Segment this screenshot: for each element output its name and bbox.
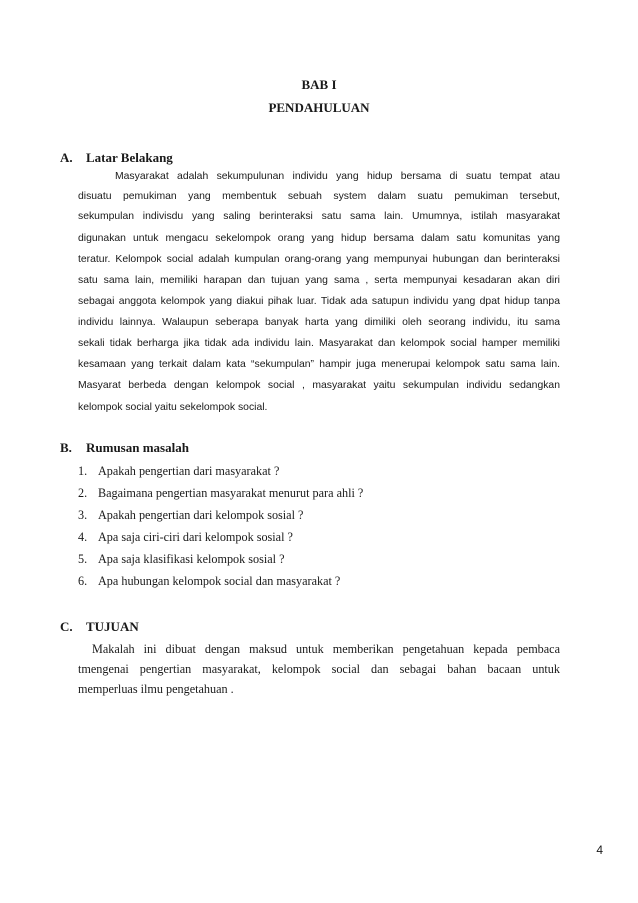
section-b-letter: B. [60,440,72,455]
paragraph-line: kesamaan yang terkait dalam kata “sekumpulan” hampir juga menerupai kelompok satu sama lain. [78,359,560,370]
list-number: 2. [78,486,88,500]
section-a-title: Latar Belakang [86,150,173,165]
list-number: 4. [78,530,88,544]
paragraph-line: tmengenai pengertian masyarakat, kelompok social dan sebagai bahan bacaan untuk [78,662,560,676]
paragraph-line: Masyarakat adalah sekumpulunan individu yang hidup bersama di suatu tempat atau [115,171,560,182]
page-number: 4 [596,843,603,857]
list-item [78,551,285,567]
list-text: Apakah pengertian dari kelompok sosial ? [98,508,304,522]
section-a-heading [60,150,173,166]
list-text: Apa saja klasifikasi kelompok sosial ? [98,552,285,566]
paragraph-line: sebagai anggota kelompok yang diakui pihak luar. Tidak ada satupun individu yang dpat hidup tanpa [78,296,560,307]
paragraph-line: Masyarat berbeda dengan kelompok social , masyarakat yaitu sekumpulan individu sedangkan [78,380,560,391]
paragraph-line: teratur. Kelompok social adalah kumpulan orang-orang yang mempunyai hubungan dan berinteraksi [78,254,560,265]
paragraph-line: memperluas ilmu pengetahuan . [78,682,234,696]
section-c-letter: C. [60,619,73,634]
paragraph-line: sekali tidak berharga jika tidak ada individu lain. Masyarakat dan kelompok social hamper memiliki [78,338,560,349]
section-c-title: TUJUAN [86,619,139,634]
paragraph-line: kelompok social yaitu sekelompok social. [78,402,268,413]
list-number: 5. [78,552,88,566]
paragraph-line: Makalah ini dibuat dengan maksud untuk memberikan pengetahuan kepada pembaca [92,642,560,656]
paragraph-line: individu lainnya. Walaupun seberapa banyak harta yang dimiliki oleh seorang individu, itu sama [78,317,560,328]
list-item [78,507,303,523]
section-a-letter: A. [60,150,73,165]
list-item [78,573,340,589]
list-item [78,463,279,479]
list-item [78,485,363,501]
section-b-heading [60,440,189,456]
section-b-title: Rumusan masalah [86,440,189,455]
list-number: 6. [78,574,88,588]
section-c-heading [60,619,139,635]
chapter-label: BAB I [301,77,337,92]
list-text: Apakah pengertian dari masyarakat ? [98,464,280,478]
list-text: Bagaimana pengertian masyarakat menurut para ahli ? [98,486,364,500]
paragraph-line: digunakan untuk mengacu sekelompok orang yang hidup bersama dalam satu komunitas yang [78,233,560,244]
list-number: 3. [78,508,88,522]
paragraph-line: disuatu pemukiman yang membentuk sebuah system dalam suatu pemukiman tersebut, [78,191,560,202]
list-item [78,529,293,545]
list-text: Apa hubungan kelompok social dan masyarakat ? [98,574,341,588]
chapter-title: PENDAHULUAN [268,100,370,115]
paragraph-line: sekumpulan indivisdu yang saling berinteraksi satu sama lain. Umumnya, istilah masyarakat [78,211,560,222]
list-number: 1. [78,464,88,478]
list-text: Apa saja ciri-ciri dari kelompok sosial ? [98,530,293,544]
paragraph-line: satu sama lain, memiliki harapan dan tujuan yang sama , serta mempunyai kesadaran akan diri [78,275,560,286]
